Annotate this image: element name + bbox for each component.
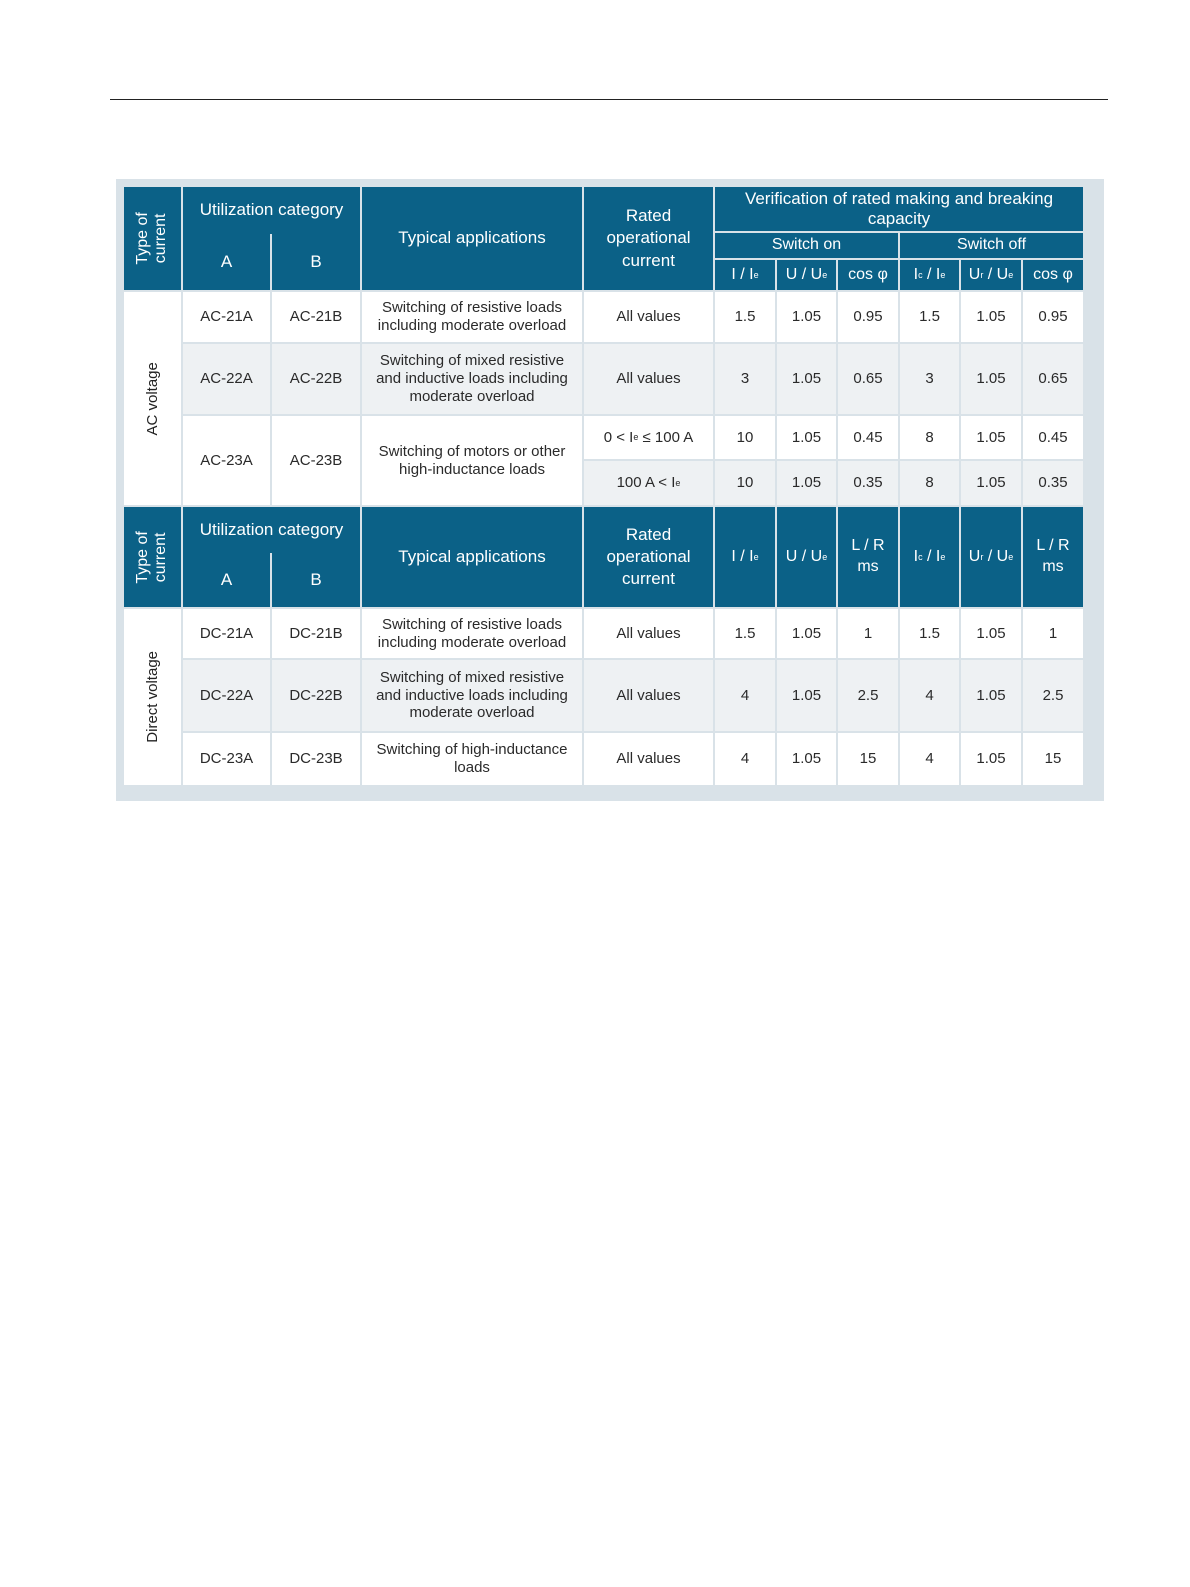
ac21-on-i: 1.5 (715, 292, 775, 342)
ratio-sub: e (753, 551, 759, 562)
dc22-off-lr: 2.5 (1023, 660, 1083, 731)
ac22-on-i: 3 (715, 344, 775, 414)
ac23-cat-b: AC-23B (272, 416, 360, 505)
ac23b-on-u: 1.05 (777, 461, 836, 505)
ac-voltage-label-cell (124, 292, 181, 505)
ratio-s1: c (918, 269, 923, 280)
ratio-sub: e (753, 269, 759, 280)
ratio-s2: e (940, 551, 946, 562)
dc21-off-lr: 1 (1023, 609, 1083, 658)
ratio-s2: e (940, 269, 946, 280)
dc21-cat-b: DC-21B (272, 609, 360, 658)
dc23-on-u: 1.05 (777, 733, 836, 785)
ac21-cat-b: AC-21B (272, 292, 360, 342)
lr-line1: L / R (1036, 537, 1070, 555)
ac21-current: All values (584, 292, 713, 342)
direct-voltage-label-cell (124, 609, 181, 785)
dc21-off-i: 1.5 (900, 609, 959, 658)
ac-header-switch-on: Switch on (715, 233, 898, 258)
dc-header-typical-applications: Typical applications (362, 507, 582, 607)
ac22-off-i: 3 (900, 344, 959, 414)
ac23-application: Switching of motors or other high-inductance loads (362, 416, 582, 505)
ac23b-current (584, 461, 713, 505)
ratio-main: I / I (731, 265, 754, 283)
dc-header-type-of-current (124, 507, 181, 607)
ac-header-off-u-ratio (961, 260, 1021, 290)
dc23-off-lr: 15 (1023, 733, 1083, 785)
ac23a-on-cos: 0.45 (838, 416, 898, 459)
ac21-on-u: 1.05 (777, 292, 836, 342)
dc-header-on-i-ratio (715, 507, 775, 607)
ac-header-on-i-ratio (715, 260, 775, 290)
ac22-off-u: 1.05 (961, 344, 1021, 414)
ac21-on-cos: 0.95 (838, 292, 898, 342)
ac-header-switch-off: Switch off (900, 233, 1083, 258)
dc-header-on-lr (838, 507, 898, 607)
ac-header-on-u-ratio (777, 260, 836, 290)
ac22-application: Switching of mixed resistive and inductive loads including moderate overload (362, 344, 582, 414)
dc23-on-i: 4 (715, 733, 775, 785)
dc22-current: All values (584, 660, 713, 731)
ratio-p1: U (968, 265, 981, 283)
rated-line3: current (622, 250, 675, 270)
ac-header-off-i-ratio (900, 260, 959, 290)
ac-header-type-of-current (124, 187, 181, 290)
ac-header-utilization-category: Utilization category (183, 187, 360, 234)
ac22-on-u: 1.05 (777, 344, 836, 414)
ac21-cat-a: AC-21A (183, 292, 270, 342)
ratio-p1: I (913, 547, 919, 565)
ratio-s2: e (1008, 551, 1014, 562)
lr-line2: ms (857, 558, 879, 575)
current-p2: ≤ 100 A (638, 428, 694, 446)
current-p1: 0 < I (603, 428, 634, 446)
dc23-cat-b: DC-23B (272, 733, 360, 785)
type-of-current-line2: current (152, 532, 170, 582)
ac22-cat-b: AC-22B (272, 344, 360, 414)
ac23b-off-u: 1.05 (961, 461, 1021, 505)
ac23b-off-cos: 0.35 (1023, 461, 1083, 505)
ratio-p2: / I (922, 547, 941, 565)
rated-line2: operational (606, 228, 691, 248)
utilization-category-table (124, 187, 1096, 793)
dc22-cat-b: DC-22B (272, 660, 360, 731)
ratio-p1: I (913, 265, 919, 283)
ac21-application: Switching of resistive loads including moderate overload (362, 292, 582, 342)
ac23a-on-i: 10 (715, 416, 775, 459)
ac22-cat-a: AC-22A (183, 344, 270, 414)
ratio-main: U / U (785, 265, 823, 283)
dc21-on-u: 1.05 (777, 609, 836, 658)
dc-header-off-lr (1023, 507, 1083, 607)
lr-line2: ms (1042, 558, 1064, 575)
dc-header-rated-operational-current (584, 507, 713, 607)
ratio-sub: e (822, 551, 828, 562)
ac21-off-u: 1.05 (961, 292, 1021, 342)
dc22-on-u: 1.05 (777, 660, 836, 731)
ac22-current: All values (584, 344, 713, 414)
dc23-off-u: 1.05 (961, 733, 1021, 785)
ratio-s2: e (1008, 269, 1014, 280)
dc21-on-i: 1.5 (715, 609, 775, 658)
dc-header-col-b: B (272, 553, 360, 607)
ratio-main: U / U (785, 547, 823, 565)
dc23-on-lr: 15 (838, 733, 898, 785)
dc22-application: Switching of mixed resistive and inductive loads including moderate overload (362, 660, 582, 731)
dc-header-off-u-ratio (961, 507, 1021, 607)
dc-header-col-a: A (183, 553, 270, 607)
current-p1: 100 A < I (616, 474, 676, 492)
ac-header-col-a: A (183, 234, 270, 290)
dc23-cat-a: DC-23A (183, 733, 270, 785)
type-of-current-line1: Type of (134, 530, 152, 584)
dc21-on-lr: 1 (838, 609, 898, 658)
dc21-cat-a: DC-21A (183, 609, 270, 658)
ac23a-off-cos: 0.45 (1023, 416, 1083, 459)
dc22-on-lr: 2.5 (838, 660, 898, 731)
direct-voltage-label: Direct voltage (143, 651, 161, 743)
ac23b-off-i: 8 (900, 461, 959, 505)
dc22-off-u: 1.05 (961, 660, 1021, 731)
ratio-p2: / U (983, 547, 1009, 565)
ratio-s1: c (918, 551, 923, 562)
dc23-application: Switching of high-inductance loads (362, 733, 582, 785)
rated-line1: Rated (625, 206, 672, 226)
ac-header-col-b: B (272, 234, 360, 290)
ratio-p2: / I (922, 265, 941, 283)
ac23a-off-u: 1.05 (961, 416, 1021, 459)
dc21-application: Switching of resistive loads including moderate overload (362, 609, 582, 658)
lr-line1: L / R (851, 537, 885, 555)
dc-header-utilization-category: Utilization category (183, 507, 360, 553)
ac23a-on-u: 1.05 (777, 416, 836, 459)
ac-header-verification: Verification of rated making and breaking capacity (715, 187, 1083, 231)
ac21-off-i: 1.5 (900, 292, 959, 342)
ratio-sub: e (822, 269, 828, 280)
dc23-off-i: 4 (900, 733, 959, 785)
ac21-off-cos: 0.95 (1023, 292, 1083, 342)
current-sub: e (633, 432, 639, 443)
ac23b-on-i: 10 (715, 461, 775, 505)
ac23a-current (584, 416, 713, 459)
ac23b-on-cos: 0.35 (838, 461, 898, 505)
utilization-category-table-frame (116, 179, 1104, 801)
rated-line2: operational (606, 546, 691, 566)
dc-header-off-i-ratio (900, 507, 959, 607)
ac23-cat-a: AC-23A (183, 416, 270, 505)
ratio-s1: r (980, 551, 984, 562)
ac-header-rated-operational-current (584, 187, 713, 290)
dc22-cat-a: DC-22A (183, 660, 270, 731)
rated-line1: Rated (625, 524, 672, 544)
dc21-off-u: 1.05 (961, 609, 1021, 658)
type-of-current-line1: Type of (134, 212, 152, 265)
ratio-main: I / I (731, 547, 754, 565)
dc23-current: All values (584, 733, 713, 785)
ratio-s1: r (980, 269, 984, 280)
ac22-off-cos: 0.65 (1023, 344, 1083, 414)
dc-header-on-u-ratio (777, 507, 836, 607)
header-rule (110, 99, 1108, 100)
ac-header-off-cos: cos φ (1023, 260, 1083, 290)
ac-header-typical-applications: Typical applications (362, 187, 582, 290)
dc22-off-i: 4 (900, 660, 959, 731)
ac23a-off-i: 8 (900, 416, 959, 459)
ac-voltage-label: AC voltage (143, 361, 161, 436)
current-sub: e (675, 477, 681, 488)
type-of-current-line2: current (152, 213, 170, 264)
dc21-current: All values (584, 609, 713, 658)
ac22-on-cos: 0.65 (838, 344, 898, 414)
ac-header-on-cos: cos φ (838, 260, 898, 290)
ratio-p2: / U (983, 265, 1009, 283)
ratio-p1: U (968, 547, 981, 565)
dc22-on-i: 4 (715, 660, 775, 731)
rated-line3: current (622, 569, 675, 589)
